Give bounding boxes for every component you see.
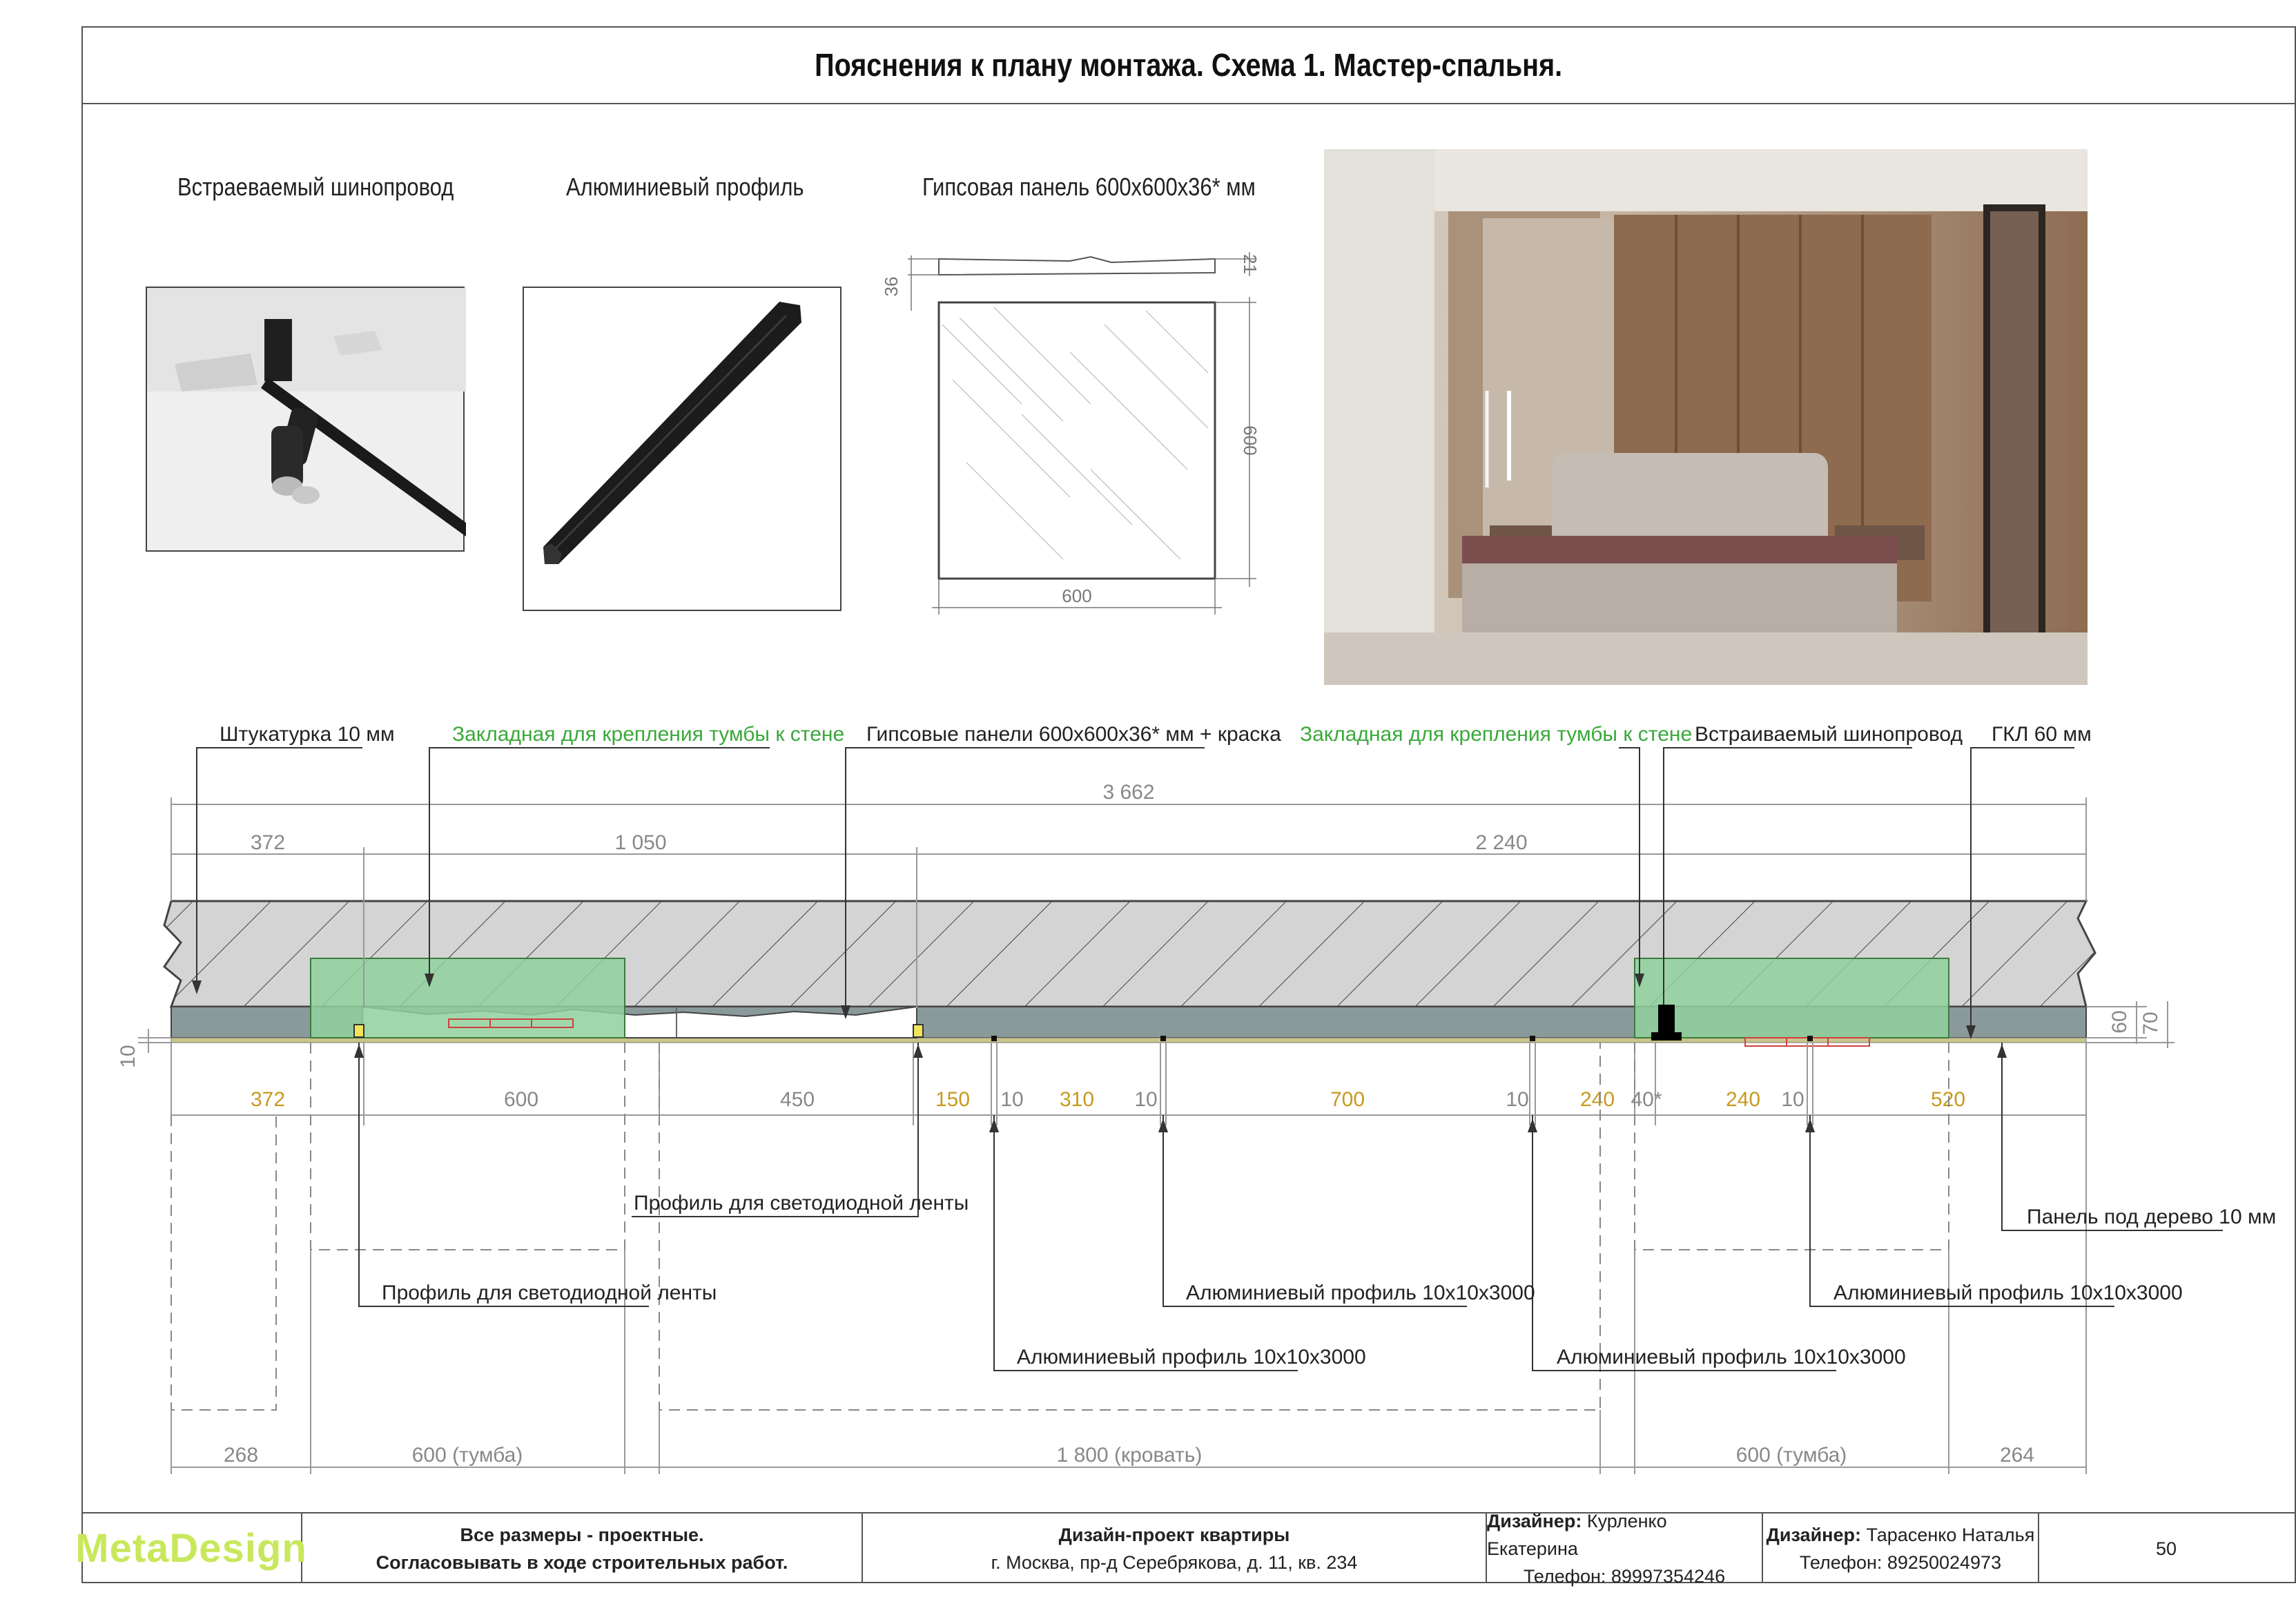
footer-note-cell [302, 1514, 863, 1583]
dim-top-2: 1 050 [614, 831, 667, 854]
dim-side-70: 70 [2139, 1012, 2162, 1035]
dim-bottom-2: 600 [503, 1088, 539, 1111]
dim-furniture-3: 1 800 (кровать) [1056, 1444, 1203, 1467]
dim-top-1: 372 [250, 831, 286, 854]
logo: MetaDesign [75, 1525, 307, 1571]
dim-top-3: 2 240 [1475, 831, 1528, 854]
designer1-label: Дизайнер: [1487, 1510, 1582, 1531]
callout-mount-right: Закладная для крепления тумбы к стене [1300, 723, 1693, 746]
page-title: Пояснения к плану монтажа. Схема 1. Мастер-спальня. [815, 46, 1563, 83]
dim-bottom-7: 10 [1134, 1088, 1158, 1111]
project-title: Дизайн-проект квартиры [1058, 1524, 1290, 1545]
dim-bottom-4: 150 [935, 1088, 971, 1111]
dim-side-60: 60 [2108, 1010, 2131, 1034]
dim-side-10: 10 [117, 1045, 139, 1068]
dim-bottom-8: 700 [1330, 1088, 1365, 1111]
callout-alu-4: Алюминиевый профиль 10х10х3000 [1833, 1282, 2183, 1304]
callout-busbar: Встраиваемый шинопровод [1695, 723, 1963, 746]
page-number: 50 [2155, 1538, 2177, 1559]
caption-profile: Алюминиевый профиль [566, 173, 804, 201]
callout-led-profile-2: Профиль для светодиодной ленты [382, 1282, 717, 1304]
panel-width-label: 600 [1062, 586, 1092, 606]
callout-gkl: ГКЛ 60 мм [1992, 723, 2092, 746]
callout-alu-2: Алюминиевый профиль 10х10х3000 [1017, 1346, 1366, 1369]
callout-alu-1: Алюминиевый профиль 10х10х3000 [1186, 1282, 1535, 1304]
dim-furniture-1: 268 [223, 1444, 259, 1467]
dim-furniture-5: 264 [1999, 1444, 2035, 1467]
project-address: г. Москва, пр-д Серебрякова, д. 11, кв. 234 [991, 1551, 1358, 1573]
dim-bottom-9: 10 [1506, 1088, 1529, 1111]
callout-plaster: Штукатурка 10 мм [220, 723, 395, 746]
dim-bottom-5: 10 [1000, 1088, 1024, 1111]
dim-bottom-13: 10 [1781, 1088, 1804, 1111]
dim-total: 3 662 [1102, 781, 1155, 804]
callout-alu-3: Алюминиевый профиль 10х10х3000 [1557, 1346, 1906, 1369]
note-line-1: Все размеры - проектные. [460, 1524, 704, 1545]
dim-furniture-2: 600 (тумба) [411, 1444, 523, 1467]
led-profile-left [354, 1025, 364, 1037]
callout-mount-left: Закладная для крепления тумбы к стене [452, 723, 845, 746]
dim-bottom-11: 40* [1631, 1088, 1662, 1111]
designer1-name: Курленко Екатерина [1487, 1510, 1667, 1559]
dim-bottom-6: 310 [1059, 1088, 1095, 1111]
designer1-phone: Телефон: 89997354246 [1523, 1565, 1726, 1587]
caption-busbar: Встраеваемый шинопровод [177, 173, 454, 201]
footer-project-cell [863, 1514, 1487, 1583]
bottom-dimension-lines [171, 1043, 2086, 1125]
title-block [75, 1510, 2296, 1587]
designer2-label: Дизайнер: [1766, 1524, 1861, 1545]
dim-bottom-14: 520 [1930, 1088, 1966, 1111]
panel-thickness-label: 36 [881, 276, 902, 297]
footer-page-cell [2039, 1514, 2293, 1583]
note-line-2: Согласовывать в ходе строительных работ. [376, 1551, 788, 1573]
designer2-phone: Телефон: 89250024973 [1799, 1551, 2002, 1573]
led-profile-right [913, 1025, 923, 1037]
panel-relief-label: 21 [1240, 254, 1261, 274]
caption-panel: Гипсовая панель 600x600x36* мм [922, 173, 1256, 201]
callout-wood-panel: Панель под дерево 10 мм [2027, 1206, 2277, 1228]
wood-panel-layer [171, 1038, 2086, 1043]
mount-right [1635, 958, 1949, 1038]
dim-bottom-3: 450 [779, 1088, 815, 1111]
panel-height-label: 600 [1240, 425, 1261, 456]
designer2-name: Тарасенко Наталья [1866, 1524, 2035, 1545]
dim-bottom-10: 240 [1579, 1088, 1615, 1111]
callout-gypsum: Гипсовые панели 600x600x36* мм + краска [866, 723, 1281, 746]
callout-led-profile-1: Профиль для светодиодной ленты [634, 1192, 969, 1215]
footer-logo-cell [75, 1514, 307, 1583]
dim-furniture-4: 600 (тумба) [1735, 1444, 1847, 1467]
dim-bottom-1: 372 [250, 1088, 286, 1111]
dim-bottom-12: 240 [1725, 1088, 1761, 1111]
footer-designer1-cell [1487, 1510, 1763, 1587]
footer-designer2-cell [1763, 1514, 2039, 1583]
